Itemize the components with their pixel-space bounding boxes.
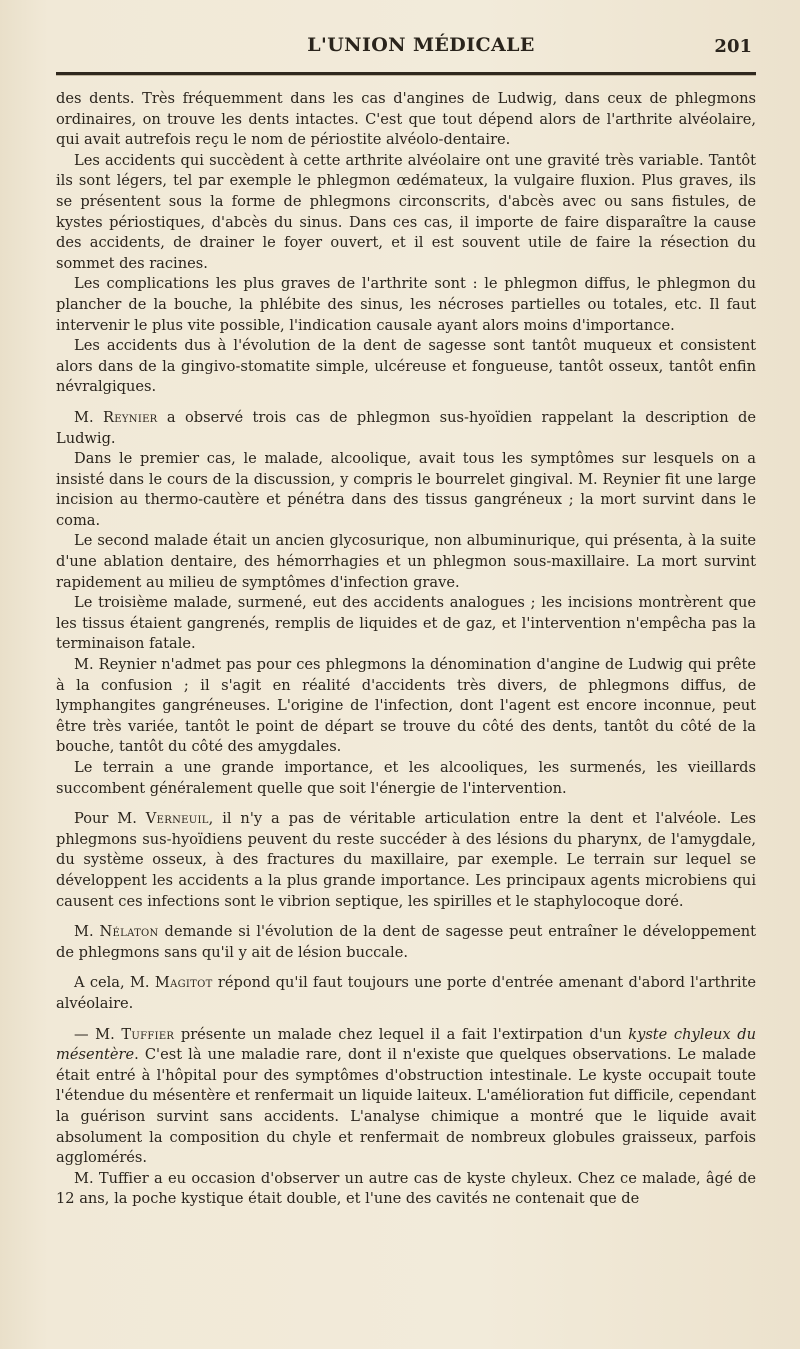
page-number: 201 [714, 36, 752, 57]
text-run: Pour M. [74, 810, 146, 828]
author-name: Verneuil [145, 810, 209, 828]
author-name: Magitot [154, 974, 213, 992]
text-run: Dans le premier cas, le malade, alcoolique, avait tous les symptômes sur lesquels on a insisté dans le cours de la discussion, y compris le bourrelet gingival. M. Reynier fit une large incision au thermo-cautère et pénétra dans des tissus gangréneux ; la mort survint dans le coma. [56, 450, 756, 529]
paragraph [56, 593, 756, 655]
text-run: Le terrain a une grande importance, et les alcooliques, les surmenés, les vieillards succombent généralement quelle que soit l'énergie de l'intervention. [56, 759, 756, 797]
paragraph [56, 336, 756, 398]
text-run: a observé trois cas de phlegmon sus-hyoïdien rappelant la description de Ludwig. [56, 408, 756, 447]
text-run: des dents. Très fréquemment dans les cas d'angines de Ludwig, dans ceux de phlegmons ordinaires, on trouve les dents intactes. C'est que tout dépend alors de l'arthrite alvéolaire, qui avait autrefois reçu le nom de périostite alvéolo-dentaire. [56, 90, 756, 149]
text-run: demande si l'évolution de la dent de sagesse peut entraîner le développement de phlegmons sans qu'il y ait de lésion buccale. [56, 923, 756, 961]
text-run: — M. [74, 1025, 122, 1043]
author-name: Nélaton [99, 923, 159, 941]
paragraph [56, 809, 756, 912]
paragraph [56, 922, 756, 963]
text-run: Les accidents qui succèdent à cette arthrite alvéolaire ont une gravité très variable. Tantôt ils sont légers, tel par exemple le phlegmon œdémateux, la vulgaire fluxion. Plus graves, ils se présentent sous la forme de phlegmons circonscrits, d'abcès avec ou sans fistules, de kystes périostiques, d'abcès du sinus. Dans ces cas, il importe de faire disparaître la cause des accidents, de drainer le foyer ouvert, et il est souvent utile de faire la résection du sommet des racines. [56, 151, 756, 272]
author-name: Reynier [102, 408, 158, 426]
running-head: L'UNION MÉDICALE [307, 34, 535, 56]
text-run: répond qu'il faut toujours une porte d'entrée amenant d'abord l'arthrite alvéolaire. [56, 974, 757, 1012]
text-run: présente un malade chez lequel il a fait l'extirpation d'un [174, 1025, 629, 1043]
article-body [56, 89, 756, 1210]
text-run: , il n'y a pas de véritable articulation entre la dent et l'alvéole. Les phlegmons sus-hyoïdiens peuvent du reste succéder à des lésions du pharynx, de l'amygdale, du système osseux, à des fractures du maxillaire, par exemple. Le terrain sur lequel se développent les accidents a la plus grande importance. Les principaux agents microbiens qui causent ces infections sont le vibrion septique, les spirilles et le staphylocoque doré. [56, 810, 756, 910]
paragraph [56, 449, 756, 531]
header-rule [56, 72, 756, 75]
text-run: . C'est là une maladie rare, dont il n'existe que quelques observations. Le malade était entré à l'hôpital pour des symptômes d'obstruction intestinale. Le kyste occupait toute l'étendue du mésentère et renfermait un liquide laiteux. L'amélioration fut difficile, cependant la guérison survint sans accidents. L'analyse chimique a montré que le liquide avait absolument la composition du chyle et renfermait de nombreux globules graisseux, parfois agglomérés. [56, 1046, 756, 1167]
page-header [56, 28, 756, 68]
text-run: Les complications les plus graves de l'arthrite sont : le phlegmon diffus, le phlegmon du plancher de la bouche, la phlébite des sinus, les nécroses partielles ou totales, etc. Il faut intervenir le plus vite possible, l'indication causale ayant alors moins d'importance. [56, 275, 756, 334]
paragraph [56, 758, 756, 799]
paragraph [56, 274, 756, 336]
paragraph [56, 531, 756, 593]
author-name: Tuffier [121, 1025, 175, 1043]
paragraph [56, 151, 756, 275]
text-run: M. [74, 408, 103, 426]
paragraph [56, 408, 756, 449]
text-run: M. [74, 923, 100, 941]
text-run: Le troisième malade, surmené, eut des accidents analogues ; les incisions montrèrent que les tissus étaient gangrenés, remplis de liquides et de gaz, et l'intervention n'empêcha pas la terminaison fatale. [56, 594, 756, 653]
text-run: M. Reynier n'admet pas pour ces phlegmons la dénomination d'angine de Ludwig qui prête à la confusion ; il s'agit en réalité d'accidents très divers, de phlegmons diffus, de lymphangites gangréneuses. L'origine de l'infection, dont l'agent est encore inconnue, peut être très variée, tantôt le point de départ se trouve du côté des dents, tantôt du côté de la bouche, tantôt du côté des amygdales. [56, 656, 756, 756]
paragraph [56, 973, 756, 1014]
text-run: M. Tuffier a eu occasion d'observer un autre cas de kyste chyleux. Chez ce malade, âgé de 12 ans, la poche kystique était double, et l'une des cavités ne contenait que de [56, 1169, 756, 1208]
text-run: Le second malade était un ancien glycosurique, non albuminurique, qui présenta, à la suite d'une ablation dentaire, des hémorrhagies et un phlegmon sous-maxillaire. La mort survint rapidement au milieu de symptômes d'infection grave. [56, 532, 756, 591]
italic-term: kyste chyleux du mésentère [56, 1025, 756, 1064]
paragraph [56, 89, 756, 151]
text-run: A cela, M. [74, 974, 155, 992]
text-run: Les accidents dus à l'évolution de la dent de sagesse sont tantôt muqueux et consistent alors dans de la gingivo-stomatite simple, ulcéreuse et fongueuse, tantôt osseux, tantôt enfin névralgiques. [56, 337, 756, 396]
paragraph [56, 655, 756, 758]
paragraph [56, 1025, 756, 1169]
paragraph [56, 1169, 756, 1210]
